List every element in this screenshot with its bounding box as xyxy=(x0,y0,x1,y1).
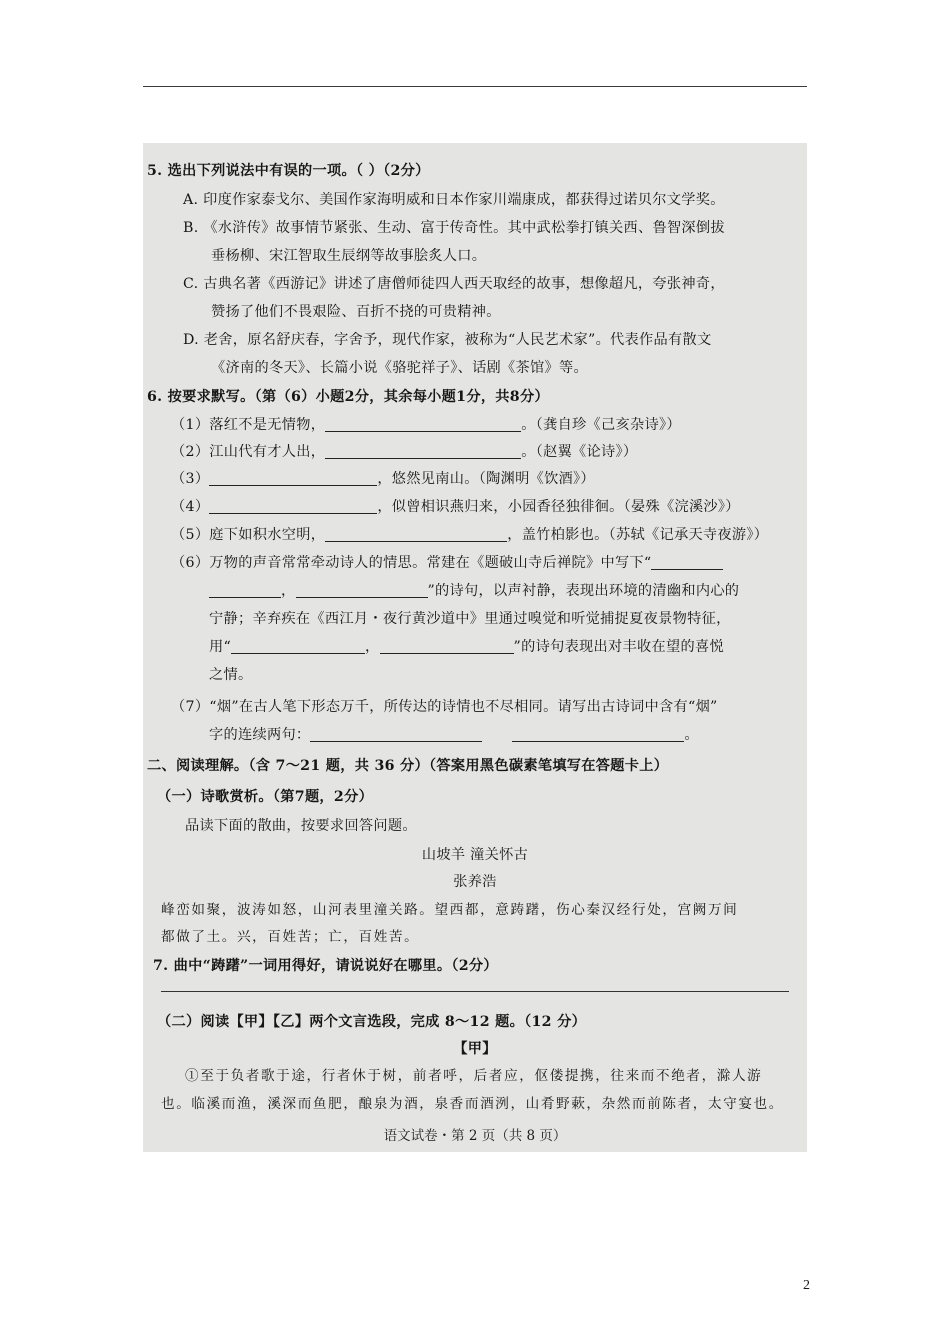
q6-item-7-end: 。 xyxy=(684,727,699,743)
q6-item-5-blank[interactable] xyxy=(325,541,507,542)
q6-item-3-pre: （3） xyxy=(171,471,210,487)
q6-item-6-text2: ”的诗句，以声衬静，表现出环境的清幽和内心的 xyxy=(427,583,740,599)
q6-item-6-blank4[interactable] xyxy=(231,653,365,654)
q6-item-5-post: ，盖竹柏影也。（苏轼《记承天寺夜游》） xyxy=(507,527,769,543)
q6-item-2-blank[interactable] xyxy=(325,458,521,459)
header-rule xyxy=(143,86,807,87)
q5-option-d-line2: 《济南的冬天》、长篇小说《骆驼祥子》、话剧《茶馆》等。 xyxy=(211,360,588,376)
q6-item-4-blank[interactable] xyxy=(209,513,377,514)
scanned-exam-page xyxy=(143,143,807,1152)
q6-item-1-post: 。（龚自珍《己亥杂诗》） xyxy=(521,417,681,433)
q6-item-3 xyxy=(171,470,595,488)
part2-heading: 二、阅读理解。（含 7～21 题，共 36 分）（答案用黑色碳素笔填写在答题卡上） xyxy=(147,758,669,774)
q6-item-6-comma2: ， xyxy=(365,639,380,655)
q6-item-6-text4: ”的诗句表现出对丰收在望的喜悦 xyxy=(513,639,724,655)
q6-item-3-blank[interactable] xyxy=(209,485,377,486)
q6-item-6-comma1: ， xyxy=(281,583,296,599)
q7-stem: 7. 曲中“踌躇”一词用得好，请说说好在哪里。（2分） xyxy=(153,958,498,974)
q6-item-6-blank1[interactable] xyxy=(651,569,723,570)
poem-author: 张养浩 xyxy=(453,874,497,890)
q6-item-2 xyxy=(171,443,637,461)
q5-option-b-line1: B. 《水浒传》故事情节紧张、生动、富于传奇性。其中武松拳打镇关西、鲁智深倒拔 xyxy=(183,220,725,236)
q6-item-6-blank5[interactable] xyxy=(380,653,514,654)
q6-item-2-post: 。（赵翼《论诗》） xyxy=(521,444,638,460)
q6-item-1-pre: （1）落红不是无情物， xyxy=(171,417,326,433)
q6-item-5 xyxy=(171,526,768,544)
q6-item-6-line1 xyxy=(171,554,723,572)
q6-item-3-post: ，悠然见南山。（陶渊明《饮酒》） xyxy=(377,471,595,487)
classical-section-title: （二）阅读【甲】【乙】两个文言选段，完成 8～12 题。（12 分） xyxy=(157,1014,587,1030)
q5-option-c-line2: 赞扬了他们不畏艰险、百折不挠的可贵精神。 xyxy=(211,304,501,320)
poem-line-2: 都做了土。兴，百姓苦；亡，百姓苦。 xyxy=(161,929,420,945)
poetry-section-title: （一）诗歌赏析。（第7题，2分） xyxy=(157,789,374,805)
q6-item-6-line2 xyxy=(209,582,739,600)
exam-footer: 语文试卷・第 2 页（共 8 页） xyxy=(383,1128,567,1144)
q5-stem: 5. 选出下列说法中有误的一项。（ ）（2分） xyxy=(147,163,430,179)
q5-option-b-line2: 垂杨柳、宋江智取生辰纲等故事脍炙人口。 xyxy=(211,248,487,264)
passage-jia-line-1: ①至于负者歌于途，行者休于树，前者呼，后者应，伛偻提携，往来而不绝者，滁人游 xyxy=(185,1068,763,1084)
q6-item-1-blank[interactable] xyxy=(325,431,521,432)
q6-item-6-line4 xyxy=(209,638,724,656)
q6-item-6-text3: 用“ xyxy=(209,639,232,655)
q6-item-2-pre: （2）江山代有才人出， xyxy=(171,444,326,460)
q6-item-6-line3: 宁静；辛弃疾在《西江月・夜行黄沙道中》里通过嗅觉和听觉捕捉夏夜景物特征， xyxy=(209,611,731,627)
q7-answer-line[interactable] xyxy=(161,991,789,992)
poem-line-1: 峰峦如聚，波涛如怒，山河表里潼关路。望西都，意踌躇，伤心秦汉经行处，宫阙万间 xyxy=(161,902,739,918)
passage-jia-label: 【甲】 xyxy=(453,1041,497,1057)
q5-option-a: A. 印度作家泰戈尔、美国作家海明威和日本作家川端康成，都获得过诺贝尔文学奖。 xyxy=(183,192,725,208)
q6-item-7-line2 xyxy=(209,726,699,744)
q6-item-6-line5: 之情。 xyxy=(209,667,253,683)
poetry-instruction: 品读下面的散曲，按要求回答问题。 xyxy=(185,818,417,834)
q6-item-6-blank2[interactable] xyxy=(209,597,281,598)
q5-option-c-line1: C. 古典名著《西游记》讲述了唐僧师徒四人西天取经的故事，想像超凡，夸张神奇， xyxy=(183,276,725,292)
q6-item-7-line1: （7）“烟”在古人笔下形态万千，所传达的诗情也不尽相同。请写出古诗词中含有“烟” xyxy=(171,699,718,715)
q6-item-6-text1: （6）万物的声音常常牵动诗人的情思。常建在《题破山寺后禅院》中写下“ xyxy=(171,555,652,571)
passage-jia-line-2: 也。临溪而渔，溪深而鱼肥，酿泉为酒，泉香而酒洌，山肴野蔌，杂然而前陈者，太守宴也。 xyxy=(161,1096,784,1112)
q6-item-4-pre: （4） xyxy=(171,499,210,515)
q6-item-4 xyxy=(171,498,740,516)
page-number: 2 xyxy=(803,1278,810,1293)
poem-title: 山坡羊 潼关怀古 xyxy=(421,847,529,863)
q6-item-7-text: 字的连续两句： xyxy=(209,727,311,743)
q6-item-7-blank1[interactable] xyxy=(310,741,482,742)
q6-stem: 6. 按要求默写。（第（6）小题2分，其余每小题1分，共8分） xyxy=(147,389,549,405)
q6-item-1 xyxy=(171,416,681,434)
q6-item-4-post: ，似曾相识燕归来，小园香径独徘徊。（晏殊《浣溪沙》） xyxy=(377,499,740,515)
q5-option-d-line1: D. 老舍，原名舒庆春，字舍予，现代作家，被称为“人民艺术家”。代表作品有散文 xyxy=(183,332,712,348)
q6-item-5-pre: （5）庭下如积水空明， xyxy=(171,527,326,543)
q6-item-7-blank2[interactable] xyxy=(512,741,684,742)
q6-item-6-blank3[interactable] xyxy=(296,597,428,598)
